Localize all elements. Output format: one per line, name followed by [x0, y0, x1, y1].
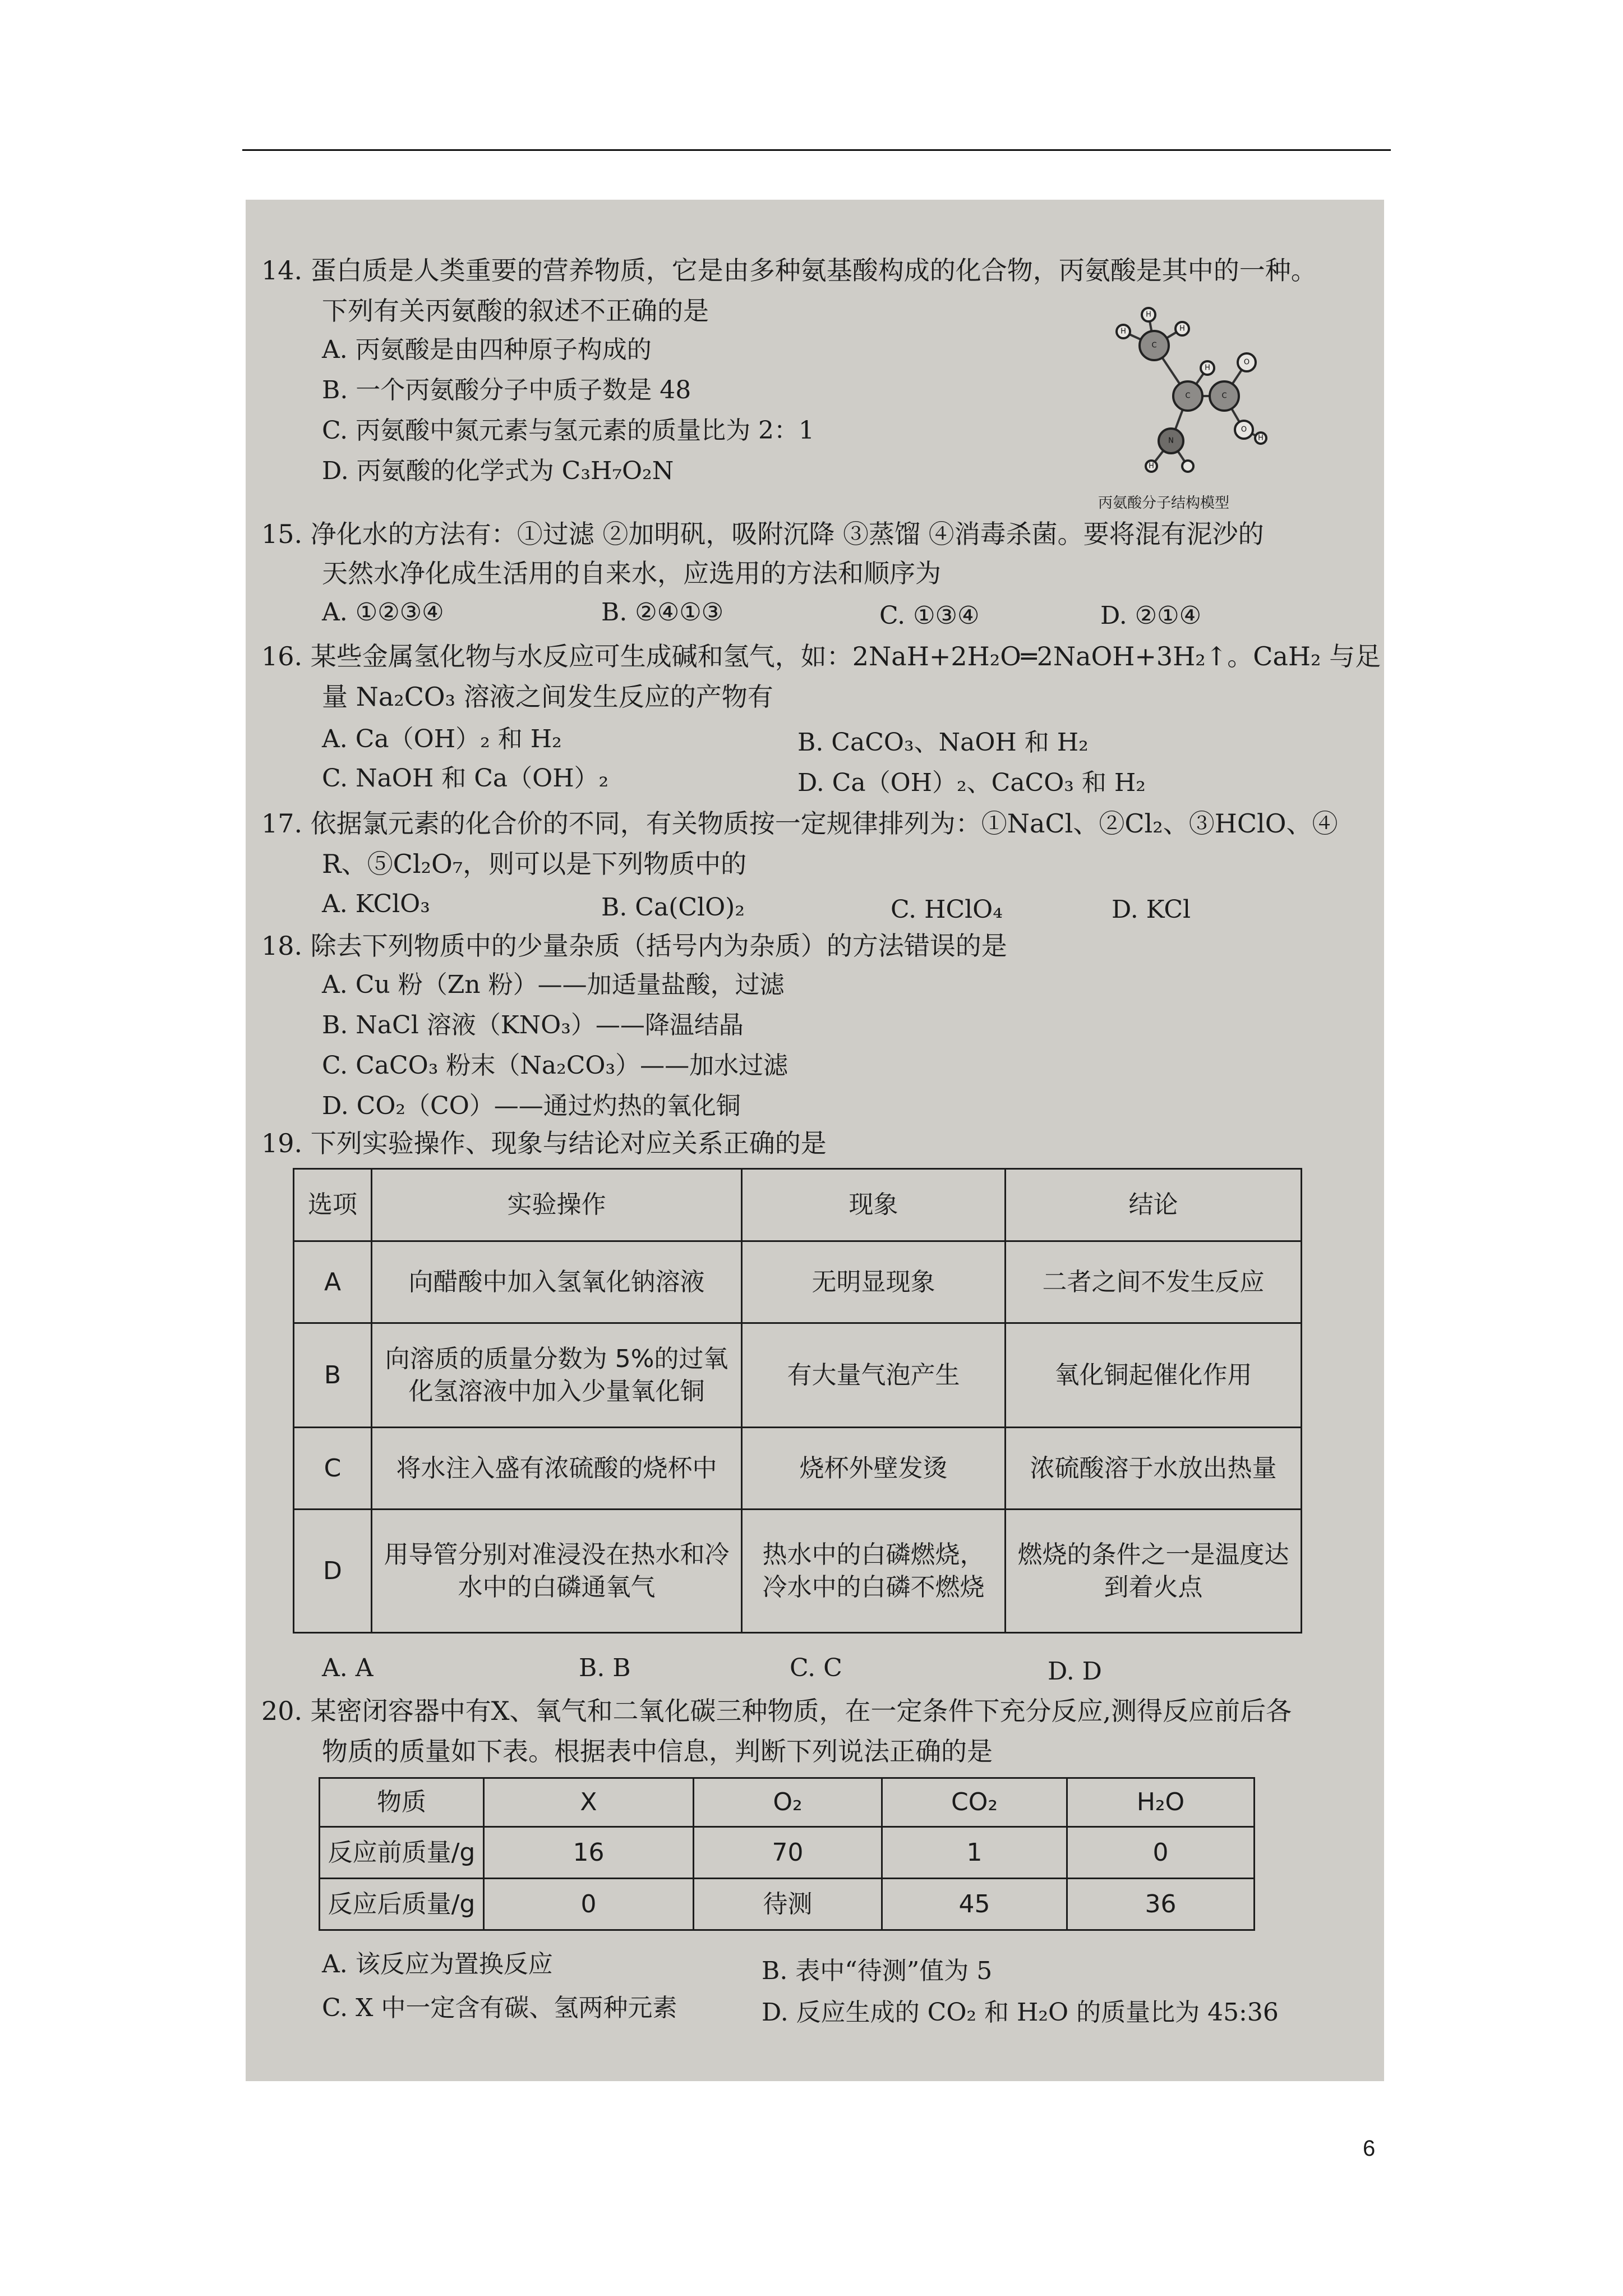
q14-option-d: D. 丙氨酸的化学式为 C₃H₇O₂N	[322, 457, 674, 485]
q19-row-b-phenomenon: 有大量气泡产生	[787, 1360, 960, 1389]
q18-option-b: B. NaCl 溶液（KNO₃）——降温结晶	[322, 1011, 744, 1039]
atom-label: H	[1205, 364, 1210, 372]
q20-row-before-label: 反应前质量/g	[328, 1838, 476, 1867]
q17-option-a: A. KClO₃	[322, 890, 430, 918]
q19-experiment-table	[293, 1168, 1302, 1634]
atom-label: H	[1258, 434, 1264, 443]
q14-option-c: C. 丙氨酸中氮元素与氢元素的质量比为 2：1	[322, 416, 815, 445]
q19-option-a: A. A	[322, 1654, 374, 1682]
q19-row-c-conclusion: 浓硫酸溶于水放出热量	[1030, 1453, 1277, 1483]
q19-row-a-conclusion: 二者之间不发生反应	[1042, 1267, 1265, 1296]
q19-stem: 19. 下列实验操作、现象与结论对应关系正确的是	[261, 1128, 827, 1158]
q19-row-c-phenomenon: 烧杯外壁发烫	[799, 1453, 948, 1483]
q19-header-conclusion: 结论	[1128, 1190, 1178, 1219]
page-number: 6	[1363, 2136, 1376, 2161]
scanned-exam-photo	[246, 200, 1384, 2081]
q20-option-d: D. 反应生成的 CO₂ 和 H₂O 的质量比为 45:36	[762, 1998, 1279, 2027]
q19-header-phenomenon: 现象	[849, 1190, 898, 1219]
q20-option-a: A. 该反应为置换反应	[322, 1950, 553, 1978]
q15-option-a: A. ①②③④	[322, 598, 444, 627]
q19-row-d-phenomenon: 热水中的白磷燃烧，冷水中的白磷不燃烧	[762, 1540, 985, 1602]
q19-header-option: 选项	[308, 1190, 357, 1219]
q17-option-b: B. Ca(ClO)₂	[601, 893, 745, 922]
q14-stem-line2: 下列有关丙氨酸的叙述不正确的是	[322, 296, 709, 326]
q20-row-before-co2: 1	[966, 1838, 983, 1867]
q14-option-a: A. 丙氨酸是由四种原子构成的	[322, 335, 652, 364]
q20-row-after-h2o: 36	[1145, 1889, 1177, 1918]
q19-row-a-operation: 向醋酸中加入氢氧化钠溶液	[408, 1267, 705, 1296]
q20-header-co2: CO₂	[951, 1788, 998, 1816]
atom-label: C	[1221, 392, 1227, 401]
q19-row-b-operation: 向溶质的质量分数为 5%的过氧化氢溶液中加入少量氧化铜	[385, 1344, 728, 1406]
q20-option-c: C. X 中一定含有碳、氢两种元素	[322, 1994, 677, 2022]
q16-stem-line1: 16. 某些金属氢化物与水反应可生成碱和氢气，如：2NaH+2H₂O═2NaOH+3H₂↑。CaH₂ 与足	[261, 641, 1381, 671]
q20-option-b: B. 表中“待测”值为 5	[762, 1957, 993, 1985]
q19-option-c: C. C	[790, 1654, 842, 1682]
q20-row-before-o2: 70	[772, 1838, 804, 1867]
q14-stem-line1: 14. 蛋白质是人类重要的营养物质，它是由多种氨基酸构成的化合物，丙氨酸是其中的一种。	[261, 255, 1317, 286]
q19-row-b-option: B	[324, 1360, 342, 1389]
atom-label: H	[1149, 462, 1154, 471]
header-rule	[242, 149, 1391, 151]
q19-row-c-operation: 将水注入盛有浓硫酸的烧杯中	[396, 1453, 717, 1483]
q18-option-c: C. CaCO₃ 粉末（Na₂CO₃）——加水过滤	[322, 1051, 789, 1080]
q20-header-substance: 物质	[377, 1788, 426, 1816]
q15-option-b: B. ②④①③	[601, 598, 724, 627]
q15-stem-line2: 天然水净化成生活用的自来水，应选用的方法和顺序为	[322, 558, 941, 588]
q16-option-d: D. Ca（OH）₂、CaCO₃ 和 H₂	[797, 769, 1146, 797]
q19-option-b: B. B	[579, 1654, 631, 1682]
q20-row-after-o2: 待测	[763, 1889, 813, 1918]
q20-stem-line2: 物质的质量如下表。根据表中信息，判断下列说法正确的是	[322, 1736, 993, 1766]
atom-label: O	[1243, 358, 1250, 367]
q15-option-c: C. ①③④	[879, 601, 980, 630]
q17-option-d: D. KCl	[1112, 895, 1191, 924]
q16-stem-line2: 量 Na₂CO₃ 溶液之间发生反应的产物有	[322, 682, 773, 712]
q14-option-b: B. 一个丙氨酸分子中质子数是 48	[322, 376, 691, 404]
alanine-molecule-model	[1104, 306, 1272, 475]
q17-stem-line1: 17. 依据氯元素的化合价的不同，有关物质按一定规律排列为：①NaCl、②Cl₂、③HClO、④	[261, 808, 1338, 839]
q20-header-x: X	[580, 1788, 597, 1816]
q15-option-d: D. ②①④	[1100, 601, 1202, 630]
molecule-figure-caption: 丙氨酸分子结构模型	[1098, 495, 1230, 512]
atom-label: H	[1121, 327, 1126, 336]
q20-row-after-co2: 45	[958, 1889, 990, 1918]
atom-label: C	[1151, 341, 1157, 350]
q19-row-a-option: A	[324, 1267, 342, 1296]
q19-header-operation: 实验操作	[507, 1190, 606, 1219]
q20-row-before-h2o: 0	[1152, 1838, 1169, 1867]
atom-label: C	[1185, 392, 1191, 401]
q19-option-d: D. D	[1048, 1657, 1102, 1686]
q19-row-c-option: C	[324, 1453, 342, 1483]
q19-row-d-conclusion: 燃烧的条件之一是温度达到着火点	[1017, 1540, 1289, 1602]
q20-header-o2: O₂	[773, 1788, 803, 1816]
q16-option-c: C. NaOH 和 Ca（OH）₂	[322, 764, 609, 793]
atom-label: H	[1179, 324, 1185, 333]
q15-stem-line1: 15. 净化水的方法有：①过滤 ②加明矾，吸附沉降 ③蒸馏 ④消毒杀菌。要将混有泥沙的	[261, 519, 1264, 549]
q17-option-c: C. HClO₄	[891, 895, 1003, 924]
q20-mass-table	[319, 1777, 1255, 1931]
q19-row-b-conclusion: 氧化铜起催化作用	[1054, 1360, 1252, 1389]
q18-stem: 18. 除去下列物质中的少量杂质（括号内为杂质）的方法错误的是	[261, 931, 1007, 961]
atom-label: N	[1168, 436, 1174, 445]
q19-row-d-option: D	[323, 1556, 342, 1585]
q19-row-a-phenomenon: 无明显现象	[811, 1267, 935, 1296]
q20-row-after-label: 反应后质量/g	[328, 1889, 476, 1918]
q20-row-before-x: 16	[573, 1838, 605, 1867]
q20-header-h2o: H₂O	[1136, 1788, 1185, 1816]
q20-stem-line1: 20. 某密闭容器中有X、氧气和二氧化碳三种物质，在一定条件下充分反应,测得反应前后各	[261, 1696, 1292, 1726]
q16-option-a: A. Ca（OH）₂ 和 H₂	[322, 725, 562, 753]
q17-stem-line2: R、⑤Cl₂O₇，则可以是下列物质中的	[322, 849, 747, 879]
q19-row-d-operation: 用导管分别对准浸没在热水和冷水中的白磷通氧气	[384, 1540, 730, 1602]
q16-option-b: B. CaCO₃、NaOH 和 H₂	[797, 728, 1089, 757]
q20-row-after-x: 0	[580, 1889, 597, 1918]
atom-label: O	[1241, 425, 1247, 434]
q18-option-d: D. CO₂（CO）——通过灼热的氧化铜	[322, 1092, 741, 1120]
atom-label: H	[1146, 310, 1151, 319]
q18-option-a: A. Cu 粉（Zn 粉）——加适量盐酸，过滤	[322, 970, 785, 999]
